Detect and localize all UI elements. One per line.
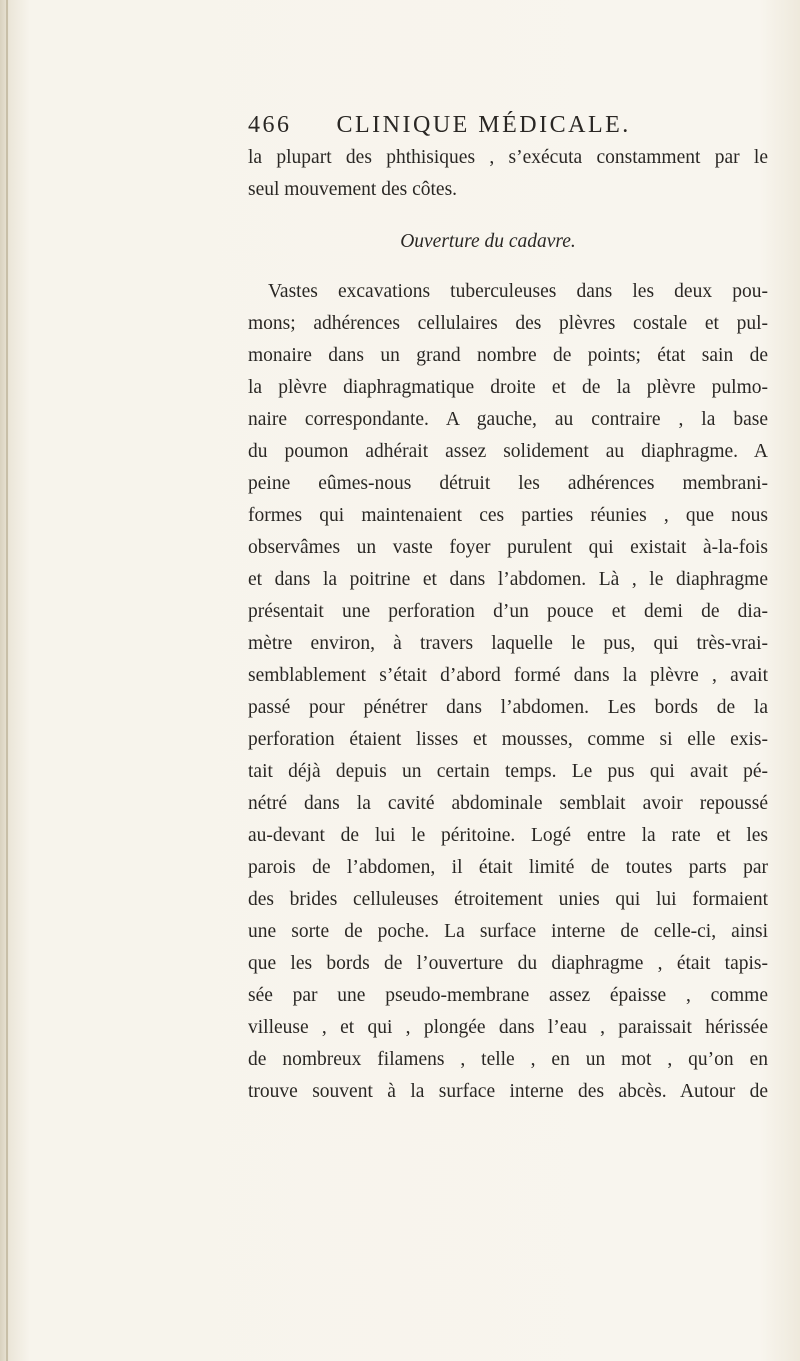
text-line: observâmes un vaste foyer purulent qui existait à-la-fois [248, 537, 768, 558]
text-line: peine eûmes-nous détruit les adhérences membrani- [248, 473, 768, 494]
text-line: monaire dans un grand nombre de points; état sain de [248, 345, 768, 366]
text-line: du poumon adhérait assez solidement au diaphragme. A [248, 441, 768, 462]
text-line: seul mouvement des côtes. [248, 179, 458, 200]
text-line: présentait une perforation d’un pouce et demi de dia- [248, 601, 768, 622]
text-line: semblablement s’était d’abord formé dans la plèvre , avait [248, 665, 768, 686]
text-line: passé pour pénétrer dans l’abdomen. Les bords de la [248, 697, 768, 718]
text-line: de nombreux filamens , telle , en un mot , qu’on en [248, 1049, 768, 1070]
text-line: naire correspondante. A gauche, au contraire , la base [248, 409, 768, 430]
text-line: et dans la poitrine et dans l’abdomen. Là , le diaphragme [248, 569, 768, 590]
text-line: mètre environ, à travers laquelle le pus, qui très-vrai- [248, 633, 768, 654]
text-line: formes qui maintenaient ces parties réunies , que nous [248, 505, 768, 526]
text-line: une sorte de poche. La surface interne de celle-ci, ainsi [248, 921, 768, 942]
text-line: mons; adhérences cellulaires des plèvres costale et pul- [248, 313, 768, 334]
binding-gutter [6, 0, 8, 1361]
section-title: Ouverture du cadavre. [400, 231, 576, 252]
text-line: nétré dans la cavité abdominale semblait avoir repoussé [248, 793, 768, 814]
text-line: trouve souvent à la surface interne des abcès. Autour de [248, 1081, 768, 1102]
text-line: perforation étaient lisses et mousses, comme si elle exis- [248, 729, 768, 750]
page-header [248, 112, 748, 139]
page-number: 466 [248, 112, 292, 138]
text-line: sée par une pseudo-membrane assez épaisse , comme [248, 985, 768, 1006]
text-line: parois de l’abdomen, il était limité de toutes parts par [248, 857, 768, 878]
text-line: des brides celluleuses étroitement unies qui lui formaient [248, 889, 768, 910]
text-line: au-devant de lui le péritoine. Logé entre la rate et les [248, 825, 768, 846]
text-line: Vastes excavations tuberculeuses dans les deux pou- [268, 281, 768, 302]
text-line: villeuse , et qui , plongée dans l’eau , paraissait hérissée [248, 1017, 768, 1038]
page-body [248, 142, 768, 1108]
text-line: la plupart des phthisiques , s’exécuta constamment par le [248, 147, 768, 168]
text-line: tait déjà depuis un certain temps. Le pus qui avait pé- [248, 761, 768, 782]
text-line: la plèvre diaphragmatique droite et de la plèvre pulmo- [248, 377, 768, 398]
running-title: CLINIQUE MÉDICALE. [336, 112, 631, 138]
text-line: que les bords de l’ouverture du diaphragme , était tapis- [248, 953, 768, 974]
